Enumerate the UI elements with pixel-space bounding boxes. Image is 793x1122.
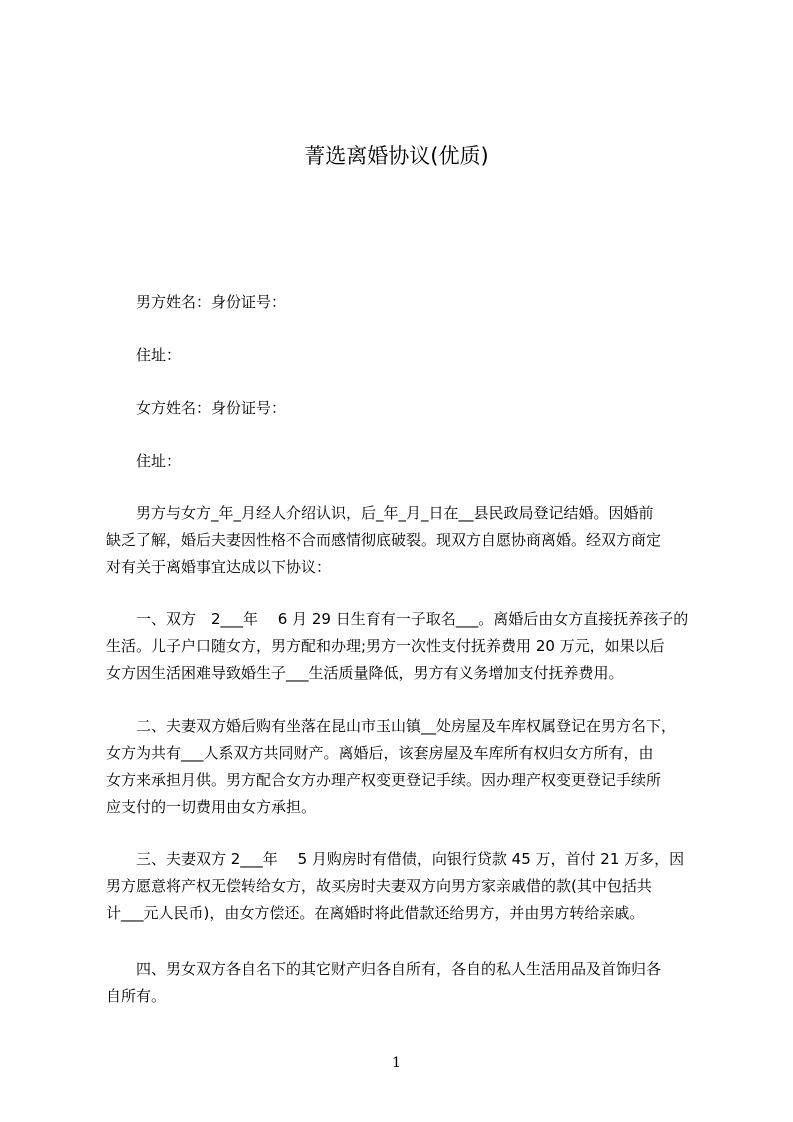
clause-1-paragraph: [106, 606, 712, 687]
clause-4-paragraph: [106, 956, 712, 1010]
female-address-field: 住址：: [136, 452, 182, 470]
paragraph-line: 二、夫妻双方婚后购有坐落在昆山市玉山镇__处房屋及车库权属登记在男方名下，: [106, 717, 677, 735]
intro-paragraph: [106, 500, 712, 581]
paragraph-line: 计___元人民币)，由女方偿还。在离婚时将此借款还给男方，并由男方转给亲戚。: [106, 904, 645, 922]
paragraph-line: 应支付的一切费用由女方承担。: [106, 798, 317, 816]
page-number: 1: [392, 1055, 401, 1071]
male-name-id-field: 男方姓名：身份证号：: [136, 293, 287, 311]
paragraph-line: 自所有。: [106, 987, 167, 1005]
paragraph-line: 对有关于离婚事宜达成以下协议：: [106, 558, 332, 576]
male-address-field: 住址：: [136, 346, 182, 364]
paragraph-line: 男方与女方_年_月经人介绍认识，后_年_月_日在__县民政局登记结婚。因婚前: [106, 504, 654, 522]
paragraph-line: 女方因生活困难导致婚生子___生活质量降低，男方有义务增加支付抚养费用。: [106, 664, 624, 682]
paragraph-line: 四、男女双方各自名下的其它财产归各自所有，各自的私人生活用品及首饰归各: [106, 960, 662, 978]
paragraph-line: 女方为共有___人系双方共同财产。离婚后，该套房屋及车库所有权归女方所有，由: [106, 744, 654, 762]
paragraph-line: 生活。儿子户口随女方，男方配和办理;男方一次性支付抚养费用 20 万元，如果以后: [106, 637, 665, 655]
paragraph-line: 女方来承担月供。男方配合女方办理产权变更登记手续。因办理产权变更登记手续所: [106, 771, 662, 789]
female-name-id-field: 女方姓名：身份证号：: [136, 399, 287, 417]
clause-2-paragraph: [106, 713, 712, 821]
document-title: 菁选离婚协议(优质): [304, 144, 489, 168]
clause-3-paragraph: [106, 846, 712, 927]
paragraph-line: 男方愿意将产权无偿转给女方，故买房时夫妻双方向男方家亲戚借的款(其中包括共: [106, 877, 652, 895]
paragraph-line: 一、双方 2___年 6 月 29 日生育有一子取名___。离婚后由女方直接抚养孩子的: [106, 610, 689, 628]
paragraph-line: 三、夫妻双方 2___年 5 月购房时有借债，向银行贷款 45 万，首付 21 万多，因: [106, 850, 685, 868]
paragraph-line: 缺乏了解，婚后夫妻因性格不合而感情彻底破裂。现双方自愿协商离婚。经双方商定: [106, 531, 662, 549]
